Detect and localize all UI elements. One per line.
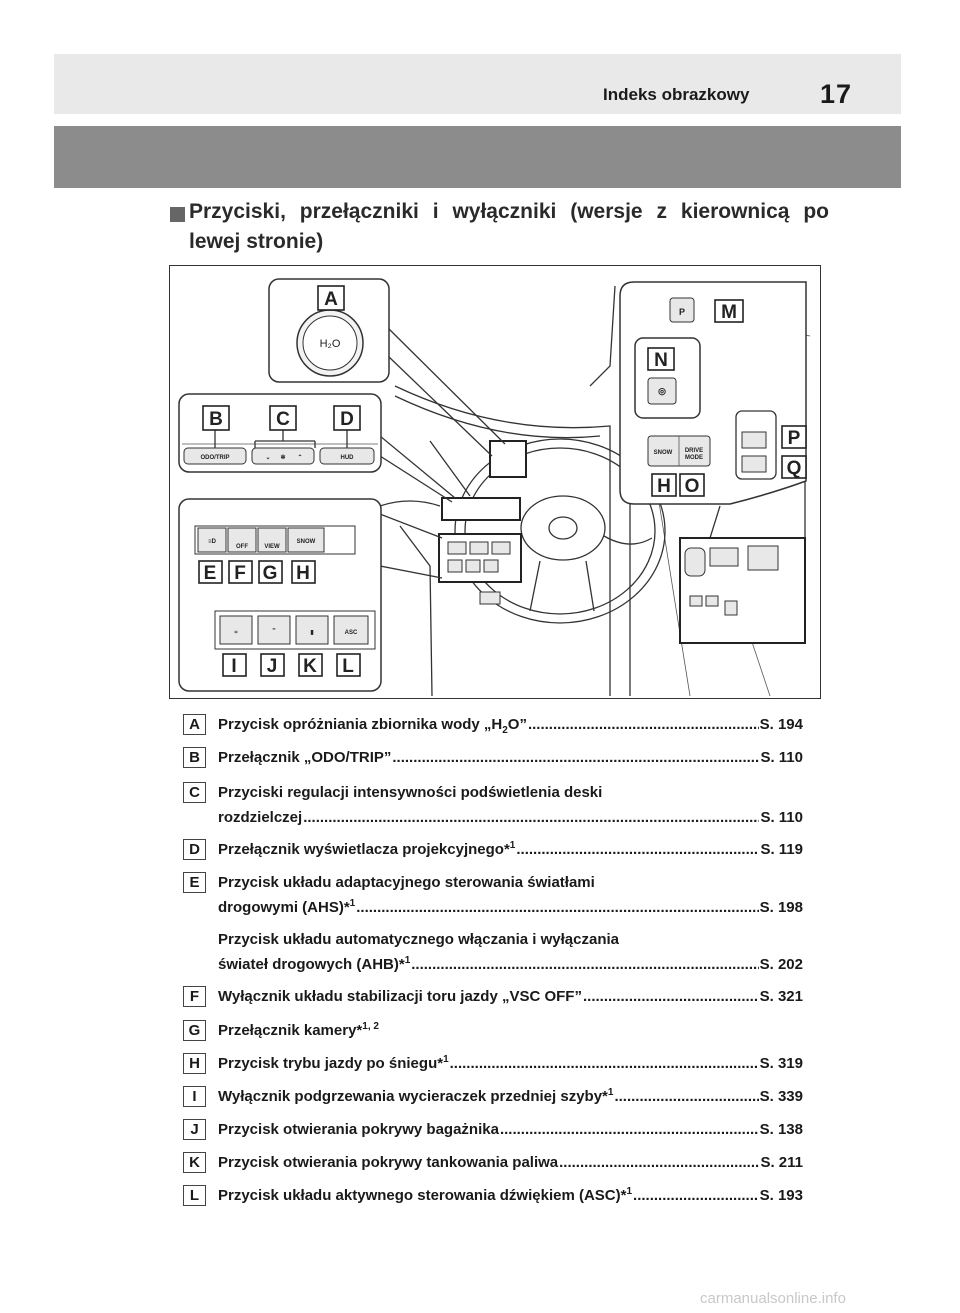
callout-f: F	[234, 563, 246, 584]
hud-button-label: HUD	[340, 455, 354, 461]
legend-text-c-line1: Przyciski regulacji intensywności podświetlenia deski	[218, 784, 603, 801]
drive-mode-label-bottom: MODE	[685, 455, 703, 461]
camera-view-label: VIEW	[264, 544, 280, 550]
dimmer-icon: ✼	[280, 455, 286, 461]
page-ref: S. 194	[759, 716, 803, 733]
vsc-off-label: OFF	[236, 544, 248, 550]
watermark: carmanualsonline.info	[700, 1290, 846, 1307]
legend-text-j: Przycisk otwierania pokrywy bagażnika	[218, 1121, 499, 1138]
legend-text-h: Przycisk trybu jazdy po śniegu*	[218, 1055, 444, 1072]
callout-b: B	[209, 409, 223, 430]
snow-button-label: SNOW	[296, 539, 316, 545]
odo-trip-button-label: ODO/TRIP	[200, 455, 230, 461]
legend-text-e-line1: Przycisk układu adaptacyjnego sterowania światłami	[218, 874, 595, 891]
legend-box-l: L	[183, 1185, 206, 1206]
callout-d: D	[340, 409, 354, 430]
callout-q: Q	[786, 458, 802, 479]
legend-text-a: Przycisk opróżniania zbiornika wody „H	[218, 716, 503, 733]
legend-text-b: Przełącznik „ODO/TRIP”	[218, 749, 392, 766]
chapter-band	[54, 126, 901, 188]
callout-i: I	[231, 656, 237, 677]
page-ref: S. 211	[760, 1154, 803, 1171]
page-ref: S. 110	[760, 749, 803, 766]
callout-m: M	[721, 302, 737, 323]
legend-text-i: Wyłącznik podgrzewania wycieraczek przedniej szyby*	[218, 1088, 608, 1105]
subheading: Przyciski, przełączniki i wyłączniki (wersje z kierownicą po lewej stronie)	[189, 200, 829, 253]
page-ref: S. 110	[760, 809, 803, 826]
snow-console-label: SNOW	[653, 450, 673, 456]
panel-a	[269, 279, 389, 382]
panel-bcd	[179, 394, 381, 472]
callout-o: O	[684, 476, 700, 497]
dashboard-illustration	[170, 266, 820, 698]
callout-c: C	[276, 409, 290, 430]
panel-e-to-l	[179, 499, 381, 691]
legend-text-g: Przełącznik kamery*	[218, 1022, 363, 1039]
trunk-icon: ⎴	[272, 630, 276, 636]
callout-n: N	[654, 350, 668, 371]
panel-m-to-q	[620, 282, 806, 504]
section-title: Indeks obrazkowy	[603, 85, 750, 104]
h2o-button-label: H₂O	[319, 338, 341, 350]
page-ref: S. 198	[759, 899, 803, 916]
legend-text-ahb-line1: Przycisk układu automatycznego włączania i wyłączania	[218, 931, 619, 948]
dashboard-figure	[169, 265, 821, 699]
ahs-icon: ≡D	[208, 539, 216, 545]
legend-box-j: J	[183, 1119, 206, 1140]
dim-down-label: ⌄	[265, 455, 271, 461]
page-number: 17	[820, 79, 853, 109]
dim-up-label: ⌃	[297, 455, 303, 461]
callout-k: K	[303, 656, 317, 677]
callout-j: J	[266, 656, 278, 677]
legend-text-c: rozdzielczej	[218, 809, 303, 826]
callout-g: G	[262, 563, 278, 584]
h2o-location-box	[490, 441, 526, 477]
asc-button-label: ASC	[344, 630, 358, 636]
square-bullet-icon	[170, 207, 185, 222]
legend-box-b: B	[183, 747, 206, 768]
callout-h-console: H	[657, 476, 671, 497]
wiper-heater-icon: ≈	[234, 630, 238, 636]
header-bar	[54, 54, 901, 114]
park-button-label: P	[678, 307, 686, 317]
page-ref: S. 119	[760, 841, 803, 858]
page-ref: S. 193	[759, 1187, 803, 1204]
legend-box-d: D	[183, 839, 206, 860]
legend-text-l: Przycisk układu aktywnego sterowania dźwiękiem (ASC)*	[218, 1187, 627, 1204]
legend-box-f: F	[183, 986, 206, 1007]
callout-p: P	[787, 428, 801, 449]
legend-box-g: G	[183, 1020, 206, 1041]
legend-text-ahb: świateł drogowych (AHB)*	[218, 956, 405, 973]
legend-text-f: Wyłącznik układu stabilizacji toru jazdy „VSC OFF”	[218, 988, 582, 1005]
callout-a: A	[324, 289, 338, 310]
callout-e: E	[203, 563, 217, 584]
legend-box-c: C	[183, 782, 206, 803]
fuel-icon: ▮	[310, 630, 314, 636]
legend-box-h: H	[183, 1053, 206, 1074]
page-ref: S. 339	[759, 1088, 803, 1105]
legend-text-k: Przycisk otwierania pokrywy tankowania paliwa	[218, 1154, 559, 1171]
page-ref: S. 138	[759, 1121, 803, 1138]
legend-box-a: A	[183, 714, 206, 735]
legend-box-k: K	[183, 1152, 206, 1173]
steering-icon: ◎	[658, 386, 666, 396]
legend-text-d: Przełącznik wyświetlacza projekcyjnego*	[218, 841, 510, 858]
drive-mode-label-top: DRIVE	[684, 448, 704, 454]
legend-box-i: I	[183, 1086, 206, 1107]
callout-h: H	[296, 563, 310, 584]
legend-box-e: E	[183, 872, 206, 893]
page-ref: S. 319	[759, 1055, 803, 1072]
callout-l: L	[342, 656, 354, 677]
page-ref: S. 321	[759, 988, 803, 1005]
center-console	[680, 538, 805, 643]
odo-location-box	[442, 498, 520, 520]
page-ref: S. 202	[759, 956, 803, 973]
lower-switch-location-box	[439, 534, 521, 582]
legend-text-e: drogowymi (AHS)*	[218, 899, 350, 916]
